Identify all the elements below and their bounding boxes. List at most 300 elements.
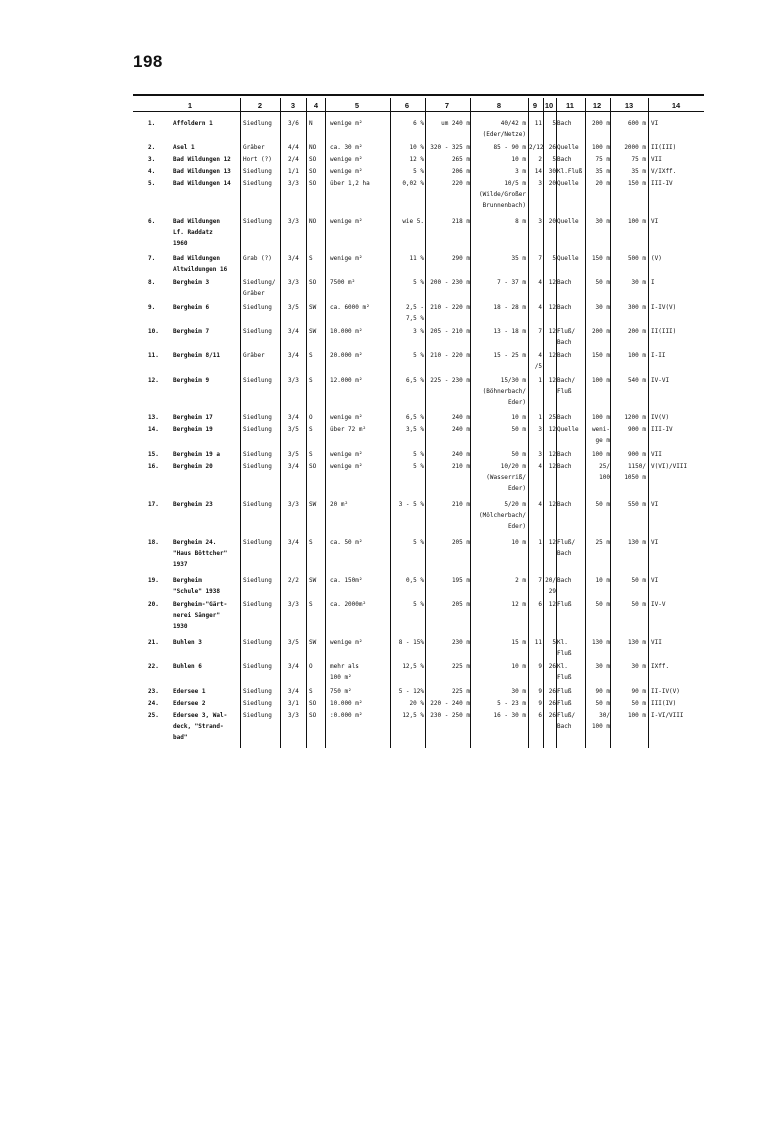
table-cell: Bad Wildungen 12 [173, 156, 231, 163]
table-cell: /5 [534, 363, 542, 370]
table-cell: über 1,2 ha [330, 180, 370, 187]
table-cell: S [309, 601, 313, 608]
table-cell: VI [651, 577, 659, 584]
table-cell: ca. 150m² [330, 577, 363, 584]
table-cell: 10 m [511, 663, 526, 670]
table-cell: 12 [548, 501, 556, 508]
table-cell: 15 m [511, 639, 526, 646]
table-cell: IV-VI [651, 377, 670, 384]
table-cell: Bergheim 3 [173, 279, 210, 286]
table-cell: 6 % [413, 120, 424, 127]
table-cell: Eder) [507, 485, 526, 492]
table-cell: 4 [538, 463, 542, 470]
table-cell: 2 m [515, 577, 526, 584]
table-cell: Fluß [557, 650, 572, 657]
table-cell: Brunnenbach) [482, 202, 526, 209]
table-cell: 550 m [627, 501, 646, 508]
table-cell: 1 [538, 377, 542, 384]
table-cell: 30 m [511, 688, 526, 695]
table-cell: 20 m [595, 180, 610, 187]
table-cell: Kl. [557, 663, 568, 670]
table-cell: S [309, 688, 313, 695]
table-cell: 7 - 37 m [497, 279, 526, 286]
table-cell: 3/4 [288, 414, 299, 421]
table-cell: 3/5 [288, 304, 299, 311]
column-header-14: 14 [671, 101, 681, 110]
table-cell: Siedlung/ [243, 279, 276, 286]
table-cell: (Wilde/Großer [479, 191, 526, 198]
table-cell: SW [309, 639, 317, 646]
table-cell: 1/1 [288, 168, 299, 175]
table-cell: 5 % [413, 451, 424, 458]
table-cell: Bach [557, 414, 572, 421]
table-cell: IV-V [651, 601, 666, 608]
table-cell: wenige m² [330, 156, 363, 163]
table-cell: 30 [548, 168, 556, 175]
table-cell: 8. [148, 279, 156, 286]
table-cell: 15 - 25 m [493, 352, 526, 359]
table-cell: 210 - 220 m [430, 304, 470, 311]
table-cell: 3/3 [288, 377, 299, 384]
table-cell: Bach [557, 463, 572, 470]
table-cell: 18 - 28 m [493, 304, 526, 311]
table-cell: Gräber [243, 352, 265, 359]
table-cell: 1930 [173, 623, 188, 630]
table-cell: 12 m [511, 601, 526, 608]
table-cell: 16. [148, 463, 159, 470]
table-cell: wenige m² [330, 414, 363, 421]
table-cell: Bach [557, 279, 572, 286]
table-cell: Bergheim 7 [173, 328, 210, 335]
column-header-2: 2 [257, 101, 263, 110]
table-cell: 40/42 m [500, 120, 526, 127]
table-cell: 218 m [451, 218, 470, 225]
table-cell: Quelle [557, 180, 579, 187]
page-number: 198 [133, 52, 163, 71]
table-cell: 10 m [595, 577, 610, 584]
table-cell: Bergheim 19 a [173, 451, 220, 458]
table-cell: 3 [538, 180, 542, 187]
table-cell: 5 [552, 639, 556, 646]
table-cell: 205 m [451, 539, 470, 546]
table-cell: 0,5 % [405, 577, 424, 584]
table-cell: (Mölcherbach/ [479, 512, 526, 519]
table-cell: 10 m [511, 539, 526, 546]
table-cell: 5 % [413, 168, 424, 175]
table-cell: 30 m [595, 663, 610, 670]
table-cell: 35 m [511, 255, 526, 262]
table-cell: 2/12 [529, 144, 544, 151]
table-cell: mehr als [330, 663, 359, 670]
table-cell: SO [309, 712, 317, 719]
table-cell: 10 % [409, 144, 424, 151]
table-cell: Fluß [557, 688, 572, 695]
table-cell: Quelle [557, 426, 579, 433]
table-cell: Fluß/ [557, 328, 576, 335]
table-cell: 21. [148, 639, 159, 646]
table-cell: 14 [534, 168, 542, 175]
table-cell: S [309, 451, 313, 458]
table-cell: ca. 2000m² [330, 601, 367, 608]
table-cell: 750 m² [330, 688, 352, 695]
table-cell: 3 m [515, 168, 526, 175]
table-cell: 2 [538, 156, 542, 163]
table-cell: Bach [557, 550, 572, 557]
table-cell: ca. 6000 m² [330, 304, 370, 311]
table-cell: Bach [557, 156, 572, 163]
table-cell: Gräber [243, 144, 265, 151]
table-cell: 12 [548, 601, 556, 608]
table-cell: 100 m [591, 451, 610, 458]
table-cell: 2. [148, 144, 156, 151]
table-cell: 195 m [451, 577, 470, 584]
table-cell: 6. [148, 218, 156, 225]
table-cell: Bach/ [557, 377, 576, 384]
table-cell: 50 m [595, 279, 610, 286]
table-cell: 300 m [627, 304, 646, 311]
table-cell: Bach [557, 501, 572, 508]
table-cell: (Eder/Netze) [482, 131, 526, 138]
table-cell: 3/4 [288, 688, 299, 695]
table-cell: Kl.Fluß [557, 168, 583, 175]
table-cell: 5 % [413, 601, 424, 608]
table-cell: Quelle [557, 255, 579, 262]
table-cell: SO [309, 168, 317, 175]
table-cell: NO [309, 218, 317, 225]
table-cell: wenige m² [330, 463, 363, 470]
table-cell: 240 m [451, 414, 470, 421]
table-cell: 10/5 m [504, 180, 526, 187]
table-cell: 26 [548, 700, 556, 707]
table-cell: 15/30 m [500, 377, 526, 384]
table-cell: Quelle [557, 218, 579, 225]
column-divider [610, 98, 611, 748]
table-cell: II-IV(V) [651, 688, 680, 695]
table-cell: Hort (?) [243, 156, 272, 163]
table-cell: 900 m [627, 451, 646, 458]
table-cell: 5 % [413, 463, 424, 470]
table-cell: 205 m [451, 601, 470, 608]
table-cell: 30 m [631, 279, 646, 286]
table-cell: Siedlung [243, 180, 272, 187]
table-cell: 100 m [591, 414, 610, 421]
table-cell: 1 [538, 414, 542, 421]
table-cell: 90 m [631, 688, 646, 695]
table-cell: 100 m [591, 377, 610, 384]
table-cell: 6,5 % [405, 414, 424, 421]
table-cell: Bergheim 19 [173, 426, 213, 433]
table-cell: 225 m [451, 688, 470, 695]
table-cell: 210 m [451, 463, 470, 470]
table-cell: 30 m [595, 218, 610, 225]
table-cell: Grab (?) [243, 255, 272, 262]
table-cell: 3. [148, 156, 156, 163]
table-cell: Bach [557, 339, 572, 346]
table-cell: 150 m [627, 180, 646, 187]
table-cell: 12,5 % [402, 663, 424, 670]
column-header-10: 10 [544, 101, 554, 110]
table-cell: wenige m² [330, 639, 363, 646]
table-cell: I-IV(V) [651, 304, 677, 311]
table-cell: 5. [148, 180, 156, 187]
table-cell: 14. [148, 426, 159, 433]
table-cell: 5 % [413, 279, 424, 286]
table-cell: (V) [651, 255, 662, 262]
table-cell: Bergheim 17 [173, 414, 213, 421]
column-header-12: 12 [592, 101, 602, 110]
table-cell: 3/4 [288, 352, 299, 359]
table-cell: 7,5 % [405, 315, 424, 322]
table-cell: "Schule" 1938 [173, 588, 220, 595]
table-cell: Siedlung [243, 218, 272, 225]
table-cell: 3/4 [288, 663, 299, 670]
table-cell: VI [651, 218, 659, 225]
table-cell: Bergheim-"Gärt- [173, 601, 228, 608]
table-cell: 5 [552, 156, 556, 163]
table-cell: 150 m [591, 352, 610, 359]
table-top-rule [133, 94, 704, 96]
table-cell: 4 [538, 501, 542, 508]
column-header-4: 4 [313, 101, 319, 110]
table-cell: 12. [148, 377, 159, 384]
table-cell: 3/4 [288, 463, 299, 470]
table-cell: 20. [148, 601, 159, 608]
table-cell: VII [651, 639, 662, 646]
table-cell: O [309, 663, 313, 670]
table-cell: 30 m [595, 304, 610, 311]
table-header-rule [133, 111, 704, 112]
table-cell: 1150/ [627, 463, 646, 470]
column-header-3: 3 [290, 101, 296, 110]
table-cell: 6 [538, 601, 542, 608]
table-cell: 6,5 % [405, 377, 424, 384]
table-cell: Altwildungen 16 [173, 266, 228, 273]
table-cell: Siedlung [243, 463, 272, 470]
table-cell: 16 - 30 m [493, 712, 526, 719]
table-cell: Bergheim 24. [173, 539, 217, 546]
column-divider [543, 98, 544, 748]
table-cell: 13 - 18 m [493, 328, 526, 335]
table-cell: 100 m [591, 144, 610, 151]
table-cell: 11. [148, 352, 159, 359]
table-cell: 12 % [409, 156, 424, 163]
table-cell: weni- [591, 426, 610, 433]
table-cell: 23. [148, 688, 159, 695]
table-cell: :0.000 m² [330, 712, 363, 719]
table-cell: 3/3 [288, 601, 299, 608]
table-cell: 12 [548, 377, 556, 384]
table-cell: 9. [148, 304, 156, 311]
table-cell: Siedlung [243, 639, 272, 646]
table-cell: Bergheim 8/11 [173, 352, 220, 359]
table-cell: 5/20 m [504, 501, 526, 508]
table-cell: 50 m [511, 451, 526, 458]
table-cell: Bach [557, 120, 572, 127]
table-cell: 10/20 m [500, 463, 526, 470]
table-cell: 15. [148, 451, 159, 458]
table-cell: S [309, 352, 313, 359]
column-divider [325, 98, 326, 748]
table-cell: 5 % [413, 352, 424, 359]
column-divider [390, 98, 391, 748]
table-cell: 600 m [627, 120, 646, 127]
table-cell: SW [309, 577, 317, 584]
table-cell: Gräber [243, 290, 265, 297]
table-cell: 7 [538, 328, 542, 335]
table-cell: ca. 30 m² [330, 144, 363, 151]
table-cell: 3,5 % [405, 426, 424, 433]
table-cell: 225 m [451, 663, 470, 670]
table-cell: 26 [548, 144, 556, 151]
table-cell: 3/4 [288, 539, 299, 546]
table-cell: Edersee 1 [173, 688, 206, 695]
table-cell: 75 m [631, 156, 646, 163]
table-cell: SO [309, 156, 317, 163]
table-cell: 30/ [599, 712, 610, 719]
column-divider [240, 98, 241, 748]
table-cell: 3/3 [288, 180, 299, 187]
table-cell: III(IV) [651, 700, 677, 707]
table-cell: 100 [599, 474, 610, 481]
table-cell: SW [309, 501, 317, 508]
table-cell: Siedlung [243, 501, 272, 508]
column-divider [585, 98, 586, 748]
table-cell: Siedlung [243, 377, 272, 384]
table-cell: Fluß [557, 601, 572, 608]
table-cell: 8 - 15% [398, 639, 424, 646]
table-cell: 210 - 220 m [430, 352, 470, 359]
table-cell: Siedlung [243, 577, 272, 584]
table-cell: 11 [534, 639, 542, 646]
table-cell: 7. [148, 255, 156, 262]
table-cell: 240 m [451, 426, 470, 433]
table-cell: Siedlung [243, 688, 272, 695]
table-cell: S [309, 539, 313, 546]
table-cell: 25/ [599, 463, 610, 470]
table-cell: wenige m² [330, 218, 363, 225]
table-cell: Siedlung [243, 601, 272, 608]
column-header-8: 8 [496, 101, 502, 110]
table-cell: 265 m [451, 156, 470, 163]
table-cell: III-IV [651, 426, 673, 433]
table-cell: 35 m [631, 168, 646, 175]
table-cell: Siedlung [243, 712, 272, 719]
table-cell: 11 [534, 120, 542, 127]
table-cell: S [309, 255, 313, 262]
table-cell: I-VI/VIII [651, 712, 684, 719]
table-cell: Bergheim 20 [173, 463, 213, 470]
column-header-9: 9 [532, 101, 538, 110]
table-cell: 3/4 [288, 255, 299, 262]
table-cell: 205 - 210 m [430, 328, 470, 335]
table-cell: wie 5. [402, 218, 424, 225]
table-cell: 18. [148, 539, 159, 546]
table-cell: 20.000 m² [330, 352, 363, 359]
table-cell: Siedlung [243, 451, 272, 458]
table-cell: 3/5 [288, 639, 299, 646]
table-cell: Fluß/ [557, 712, 576, 719]
table-cell: 3 [538, 218, 542, 225]
table-cell: ca. 50 m² [330, 539, 363, 546]
table-cell: 75 m [595, 156, 610, 163]
table-cell: 4. [148, 168, 156, 175]
table-cell: 220 m [451, 180, 470, 187]
table-cell: 22. [148, 663, 159, 670]
column-divider [306, 98, 307, 748]
column-divider [648, 98, 649, 748]
table-cell: 230 - 250 m [430, 712, 470, 719]
table-cell: 3/6 [288, 120, 299, 127]
table-cell: 11 % [409, 255, 424, 262]
table-cell: SO [309, 463, 317, 470]
table-cell: 20 [548, 218, 556, 225]
table-cell: Edersee 3, Wal- [173, 712, 228, 719]
table-cell: 100 m² [330, 674, 352, 681]
table-cell: Buhlen 3 [173, 639, 202, 646]
table-cell: II(III) [651, 328, 677, 335]
table-cell: 3 - 5 % [398, 501, 424, 508]
table-cell: II(III) [651, 144, 677, 151]
table-cell: 100 m [591, 723, 610, 730]
column-header-11: 11 [566, 101, 574, 110]
table-cell: Bad Wildungen [173, 255, 220, 262]
table-cell: 200 m [591, 120, 610, 127]
table-cell: 50 m [595, 700, 610, 707]
table-cell: 10 m [511, 414, 526, 421]
table-cell: 0,02 % [402, 180, 424, 187]
table-cell: 5 - 23 m [497, 700, 526, 707]
table-cell: 100 m [627, 218, 646, 225]
table-cell: O [309, 414, 313, 421]
table-cell: 540 m [627, 377, 646, 384]
table-cell: Siedlung [243, 414, 272, 421]
table-cell: 206 m [451, 168, 470, 175]
table-cell: 1050 m [624, 474, 646, 481]
table-cell: 26 [548, 712, 556, 719]
table-cell: Fluß/ [557, 539, 576, 546]
table-cell: 24. [148, 700, 159, 707]
table-cell: wenige m² [330, 120, 363, 127]
table-cell: Fluß [557, 674, 572, 681]
table-cell: 5 [552, 120, 556, 127]
table-cell: 50 m [595, 601, 610, 608]
table-cell: 4 [538, 304, 542, 311]
table-cell: 1200 m [624, 414, 646, 421]
table-cell: III-IV [651, 180, 673, 187]
table-cell: Fluß [557, 700, 572, 707]
table-cell: 3/5 [288, 451, 299, 458]
table-cell: 6 [538, 712, 542, 719]
table-cell: 3 % [413, 328, 424, 335]
table-cell: 10. [148, 328, 159, 335]
table-cell: SO [309, 279, 317, 286]
table-cell: Eder) [507, 523, 526, 530]
table-cell: 230 m [451, 639, 470, 646]
table-cell: VII [651, 451, 662, 458]
table-cell: 12 [548, 352, 556, 359]
table-cell: 85 - 90 m [493, 144, 526, 151]
table-cell: (Böhnerbach/ [482, 388, 526, 395]
table-cell: VI [651, 120, 659, 127]
table-cell: Fluß [557, 388, 572, 395]
table-cell: Siedlung [243, 539, 272, 546]
table-cell: wenige m² [330, 168, 363, 175]
table-cell: 3/5 [288, 426, 299, 433]
table-cell: bad" [173, 734, 188, 741]
table-cell: SO [309, 700, 317, 707]
table-cell: ge m [595, 437, 610, 444]
table-cell: 225 - 230 m [430, 377, 470, 384]
